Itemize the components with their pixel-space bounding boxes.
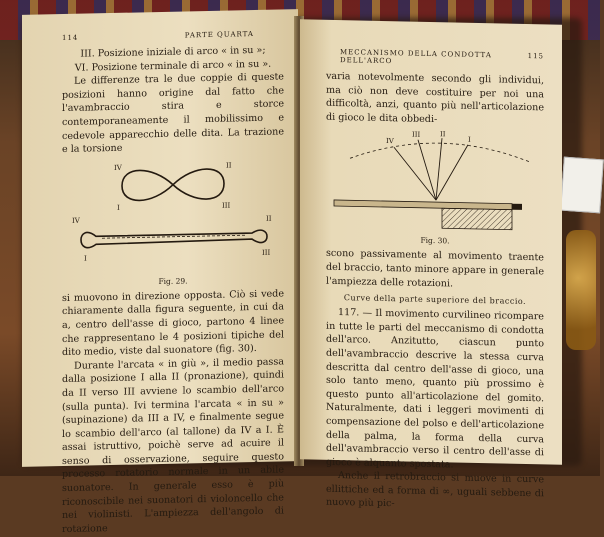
fig29-label-iv: IV: [114, 163, 122, 172]
fig30-caption: Fig. 30.: [420, 236, 450, 246]
fig29-label-ii: II: [226, 161, 232, 170]
bow-frog: [442, 209, 512, 230]
left-running-head: [62, 29, 284, 42]
fig29b-label-i: I: [84, 254, 87, 263]
fig30-label-ii: II: [440, 130, 446, 139]
left-page-number: 114: [62, 33, 79, 43]
figure-eight-curve: [122, 168, 224, 200]
position-line-iii: [418, 140, 436, 200]
fig29-caption: Fig. 29.: [158, 276, 188, 286]
fig30-label-iii: III: [412, 130, 421, 140]
left-paragraph-1: Le differenze tra le due coppie di queste posizioni hanno origine dal fatto che l'avambraccio stira e storce contemporaneamente il mobilissimo e cedevole apparecchio delle dita. La trazione e la torsione: [62, 71, 284, 156]
right-running-title: MECCANISMO DELLA CONDOTTA DELL'ARCO: [340, 48, 492, 66]
right-page: [300, 19, 562, 510]
fig29-label-i: I: [117, 203, 120, 212]
right-paragraph-4: Anche il retrobraccio si muove in curve ellittiche ed a forma di ∞, uguali sebbene di nuovo più pic-: [326, 470, 544, 510]
brass-ornament: [566, 230, 596, 350]
price-label-card: [560, 157, 604, 214]
fig29-label-iii: III: [222, 201, 231, 210]
fig29b-label-iv: IV: [72, 216, 80, 225]
position-line-iv: [394, 148, 436, 201]
right-page-number: 115: [527, 52, 544, 61]
right-running-head: [326, 48, 544, 69]
left-running-title: PARTE QUARTA: [184, 30, 254, 40]
bow-screw: [512, 204, 522, 210]
section-title: Curve della parte superiore del braccio.: [343, 293, 527, 307]
left-page: [22, 9, 298, 535]
right-paragraph-2: scono passivamente al movimento traente del braccio, tanto minore appare in generale l'ampiezza delle rotazioni.: [326, 248, 545, 290]
left-paragraph-3: Durante l'arcata « in giù », il medio passa dalla posizione I alla II (pronazione), quindi da II verso III avviene lo scambio dell'arco (sulla punta). Ivi termina l'arcata « in su » (supinazione) da III a IV, e finalmente segue lo scambio dell'arco (al tallone) da IV a I. È assai istruttivo, poichè serve ad acuire il senso di osservazione, seguire questo processo rotatorio normale in un abile suonatore. In generale esso è più riconoscibile nei suonatori di violoncello che nei violinisti. L'ampiezza dell'angolo di rotazione: [62, 356, 284, 535]
right-paragraph-3: 117. — Il movimento curvilineo ricompare in tutte le parti del meccanismo di condotta dell'arco. Anzitutto, ciascun punto dell'avambraccio descrive la stessa curva descritta dal centro dell'asse di gioco, una solo tanto meno, quanto più prossimo è questo punto all'articolazione del gomito. Naturalmente, dati i leggeri movimenti di compensazione del polso e dell'articolazione della palma, la forma della curva dell'avambraccio verso il centro dell'asse di gioco è alquanto spostata.: [326, 307, 544, 471]
fig29b-label-ii: II: [266, 214, 272, 223]
left-paragraph-2: si muovono in direzione opposta. Ciò si vede chiaramente dalla figura seguente, in cui da a, centro dell'asse di gioco, partono 4 linee che rappresentano le 4 posizioni tipiche del dito medio, viste dal suonatore (fig. 30).: [62, 288, 284, 359]
figure-30: [330, 128, 540, 236]
list-item: III. Posizione iniziale di arco « in su »;: [80, 44, 266, 60]
right-paragraph-1: varia notevolmente secondo gli individui, ma ciò non deve costituire per noi una difficoltà, anzi, quanto più nell'articolazione di gioco le dita obbedi-: [326, 70, 544, 125]
bow-stick: [334, 200, 512, 210]
fig30-label-i: I: [468, 136, 471, 145]
fig29b-label-iii: III: [262, 248, 271, 257]
figure-29: [62, 154, 284, 277]
list-item: VI. Posizione terminale di arco « in su ».: [74, 58, 272, 74]
fig30-label-iv: IV: [386, 137, 394, 146]
